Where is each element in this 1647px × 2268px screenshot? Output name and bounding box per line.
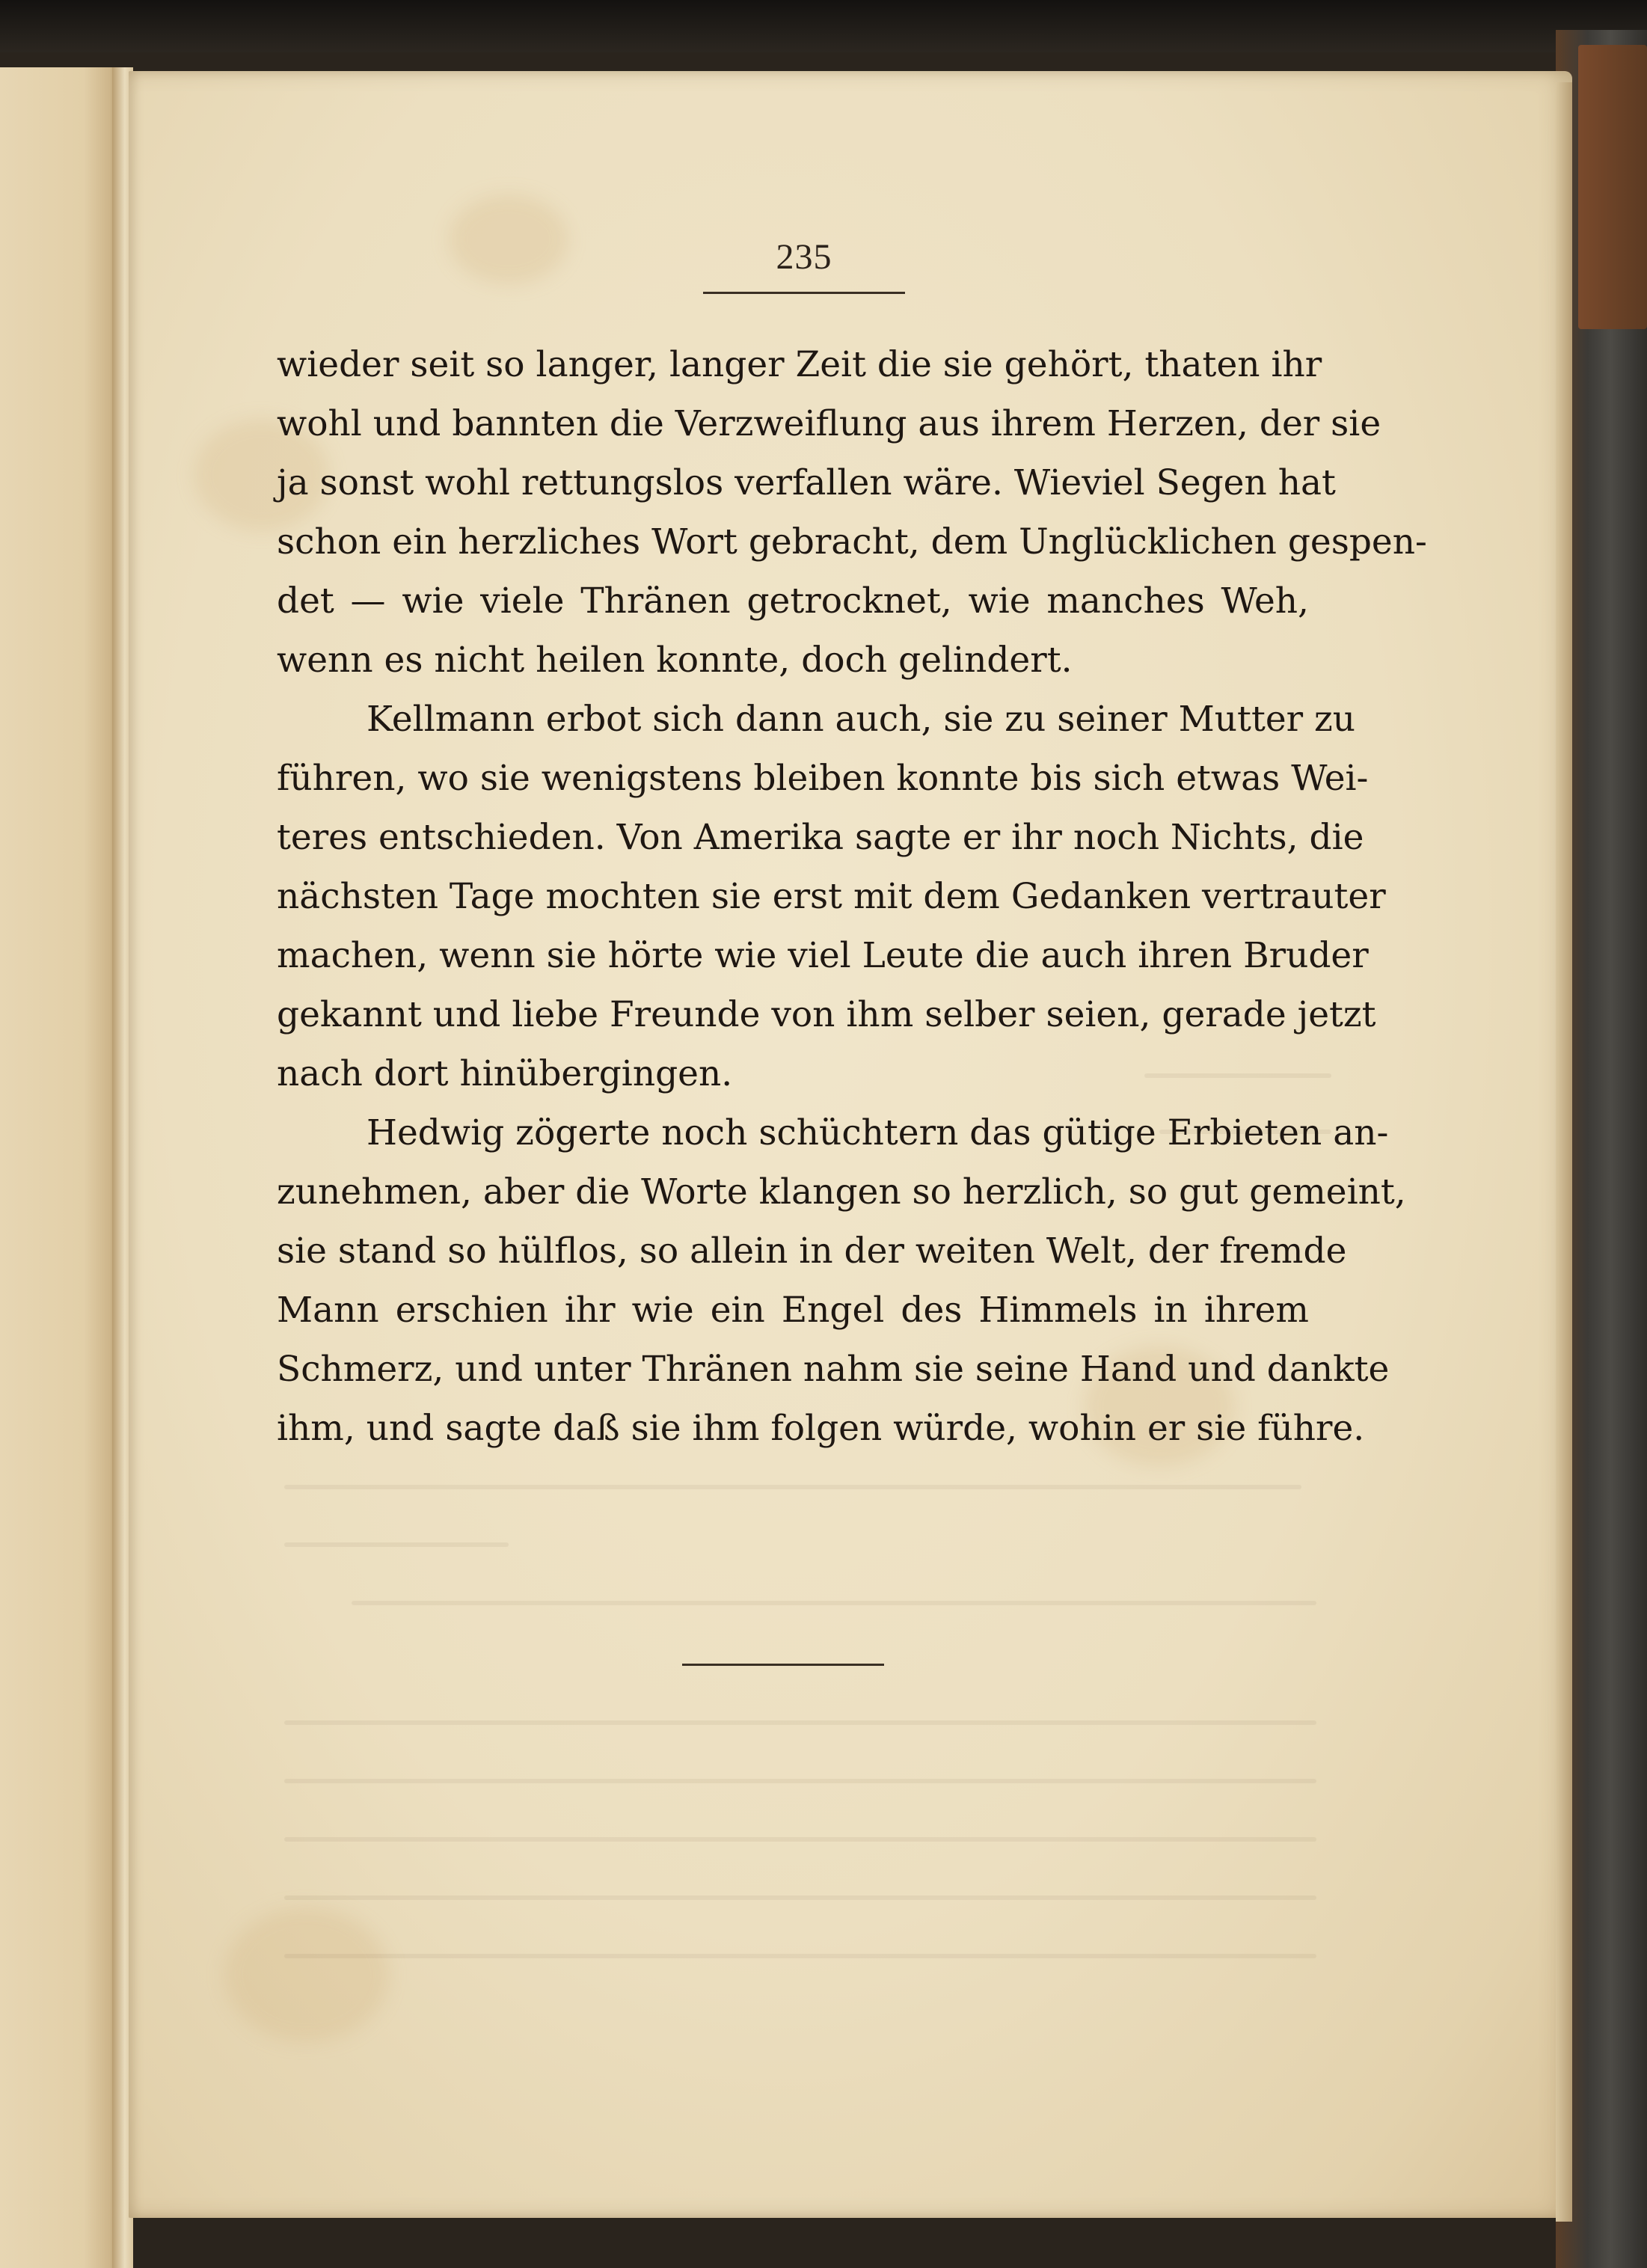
text-line: wenn es nicht heilen konnte, doch gelindert.	[277, 640, 1073, 681]
paragraph	[277, 1103, 1406, 1458]
paragraph	[277, 690, 1386, 1103]
left-page-edge	[0, 67, 120, 2268]
paper-stain	[224, 1907, 389, 2042]
text-line: sie stand so hülflos, so allein in der weiten Welt, der fremde	[277, 1230, 1347, 1272]
text-line: wieder seit so langer, langer Zeit die sie gehört, thaten ihr	[277, 344, 1322, 385]
text-line: Kellmann erbot sich dann auch, sie zu seiner Mutter zu	[366, 699, 1356, 740]
text-line: ja sonst wohl rettungslos verfallen wäre. Wieviel Segen hat	[277, 462, 1336, 503]
chapter-end-rule	[682, 1664, 884, 1666]
text-line: det — wie viele Thränen getrocknet, wie manches Weh,	[277, 580, 1309, 622]
paragraph	[277, 335, 1427, 690]
text-line: nach dort hinübergingen.	[277, 1053, 733, 1094]
verso-show-through	[284, 1837, 1316, 1842]
text-line: ihm, und sagte daß sie ihm folgen würde, wohin er sie führe.	[277, 1408, 1365, 1449]
text-line: führen, wo sie wenigstens bleiben konnte bis sich etwas Wei-	[277, 758, 1369, 799]
text-line: nächsten Tage mochten sie erst mit dem Gedanken vertrauter	[277, 876, 1386, 917]
verso-show-through	[352, 1601, 1316, 1605]
text-line: wohl und bannten die Verzweiflung aus ihrem Herzen, der sie	[277, 403, 1381, 444]
scan-background-top	[0, 0, 1647, 52]
verso-show-through	[284, 1720, 1316, 1725]
page-stack-edge	[1556, 82, 1572, 2222]
verso-show-through	[284, 1779, 1316, 1783]
body-text	[277, 335, 1427, 1458]
verso-show-through	[284, 1542, 509, 1547]
verso-show-through	[284, 1895, 1316, 1900]
text-line: gekannt und liebe Freunde von ihm selber seien, gerade jetzt	[277, 994, 1376, 1035]
header-rule	[703, 292, 905, 294]
text-line: Schmerz, und unter Thränen nahm sie seine Hand und dankte	[277, 1349, 1390, 1390]
text-line: zunehmen, aber die Worte klangen so herzlich, so gut gemeint,	[277, 1171, 1406, 1213]
text-line: Hedwig zögerte noch schüchtern das gütige Erbieten an-	[366, 1112, 1389, 1153]
text-line: schon ein herzliches Wort gebracht, dem Unglücklichen gespen-	[277, 521, 1427, 563]
page-number: 235	[776, 237, 832, 277]
verso-show-through	[284, 1954, 1316, 1958]
paper-stain	[449, 194, 568, 284]
verso-show-through	[284, 1485, 1301, 1489]
text-line: teres entschieden. Von Amerika sagte er ihr noch Nichts, die	[277, 817, 1364, 858]
book-cover-leather-corner	[1578, 45, 1647, 329]
text-line: Mann erschien ihr wie ein Engel des Himmels in ihrem	[277, 1290, 1309, 1331]
text-line: machen, wenn sie hörte wie viel Leute die auch ihren Bruder	[277, 935, 1369, 976]
